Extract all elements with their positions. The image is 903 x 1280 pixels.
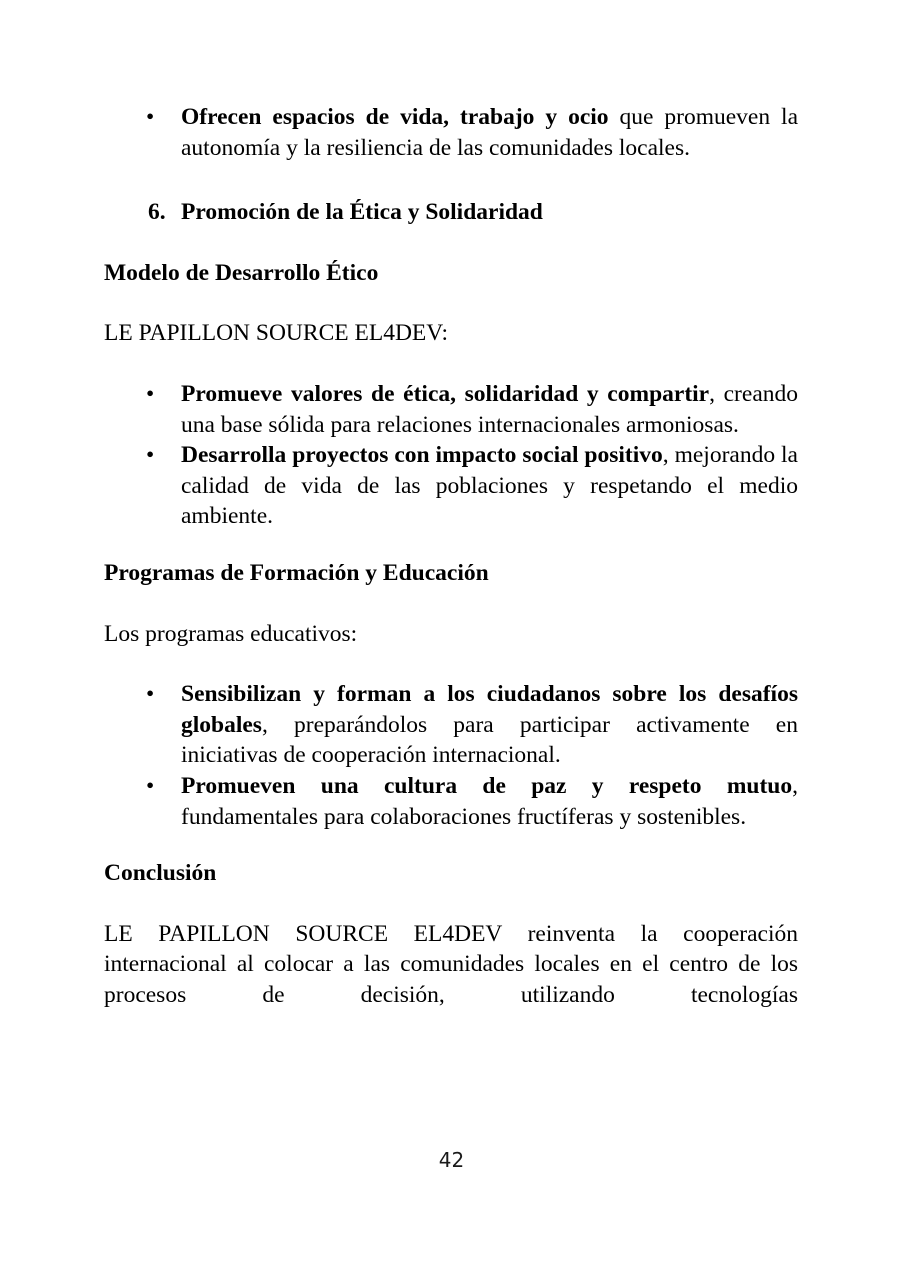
paragraph-intro-papillon: LE PAPILLON SOURCE EL4DEV: (104, 320, 449, 347)
bullet-list-etica (104, 379, 798, 532)
list-item-text: que promueven la autonomía y la resiliencia de las comunidades locales. (181, 104, 798, 161)
list-item-lead: Ofrecen espacios de vida, trabajo y ocio (181, 104, 609, 130)
list-item-text: , preparándolos para participar activamente en iniciativas de cooperación internacional. (181, 711, 798, 769)
heading-modelo-desarrollo-etico: Modelo de Desarrollo Ético (104, 259, 379, 286)
heading-programas-formacion: Programas de Formación y Educación (104, 559, 489, 586)
paragraph-conclusion: LE PAPILLON SOURCE EL4DEV reinventa la cooperación internacional al colocar a las comunidades locales en el centro de los procesos de decisión, utilizando tecnologías (104, 920, 798, 1008)
bullet-dot-icon: • (146, 681, 155, 708)
list-item-lead: Promueve valores de ética, solidaridad y compartir (181, 380, 710, 407)
list-item-text: , fundamentales para colaboraciones fructíferas y sostenibles. (181, 772, 798, 830)
list-item (104, 771, 798, 832)
bullet-list-educacion (104, 679, 798, 832)
heading-conclusion: Conclusión (104, 860, 217, 887)
bullet-dot-icon: • (146, 772, 155, 799)
section-number: 6. (148, 199, 166, 226)
list-item (104, 679, 798, 771)
list-item-lead: Desarrolla proyectos con impacto social positivo (181, 442, 663, 469)
list-item-lead: Sensibilizan y forman a los ciudadanos sobre los desafíos globales (181, 681, 798, 738)
list-item (104, 102, 798, 163)
paragraph-intro-programas: Los programas educativos: (104, 620, 358, 647)
page-content (104, 102, 798, 1010)
page-number: 42 (438, 1148, 465, 1172)
bullet-dot-icon: • (146, 380, 155, 407)
list-item-text: , mejorando la calidad de vida de las poblaciones y respetando el medio ambiente. (181, 442, 798, 530)
section-heading-numbered (104, 197, 798, 228)
section-title: Promoción de la Ética y Solidaridad (181, 199, 543, 226)
bullet-list-continuation (104, 102, 798, 163)
list-item (104, 440, 798, 532)
list-item-lead: Promueven una cultura de paz y respeto mutuo (181, 772, 793, 799)
bullet-dot-icon: • (146, 104, 155, 130)
list-item (104, 379, 798, 440)
list-item-text: , creando una base sólida para relaciones internacionales armoniosas. (181, 380, 798, 438)
bullet-dot-icon: • (146, 442, 155, 469)
